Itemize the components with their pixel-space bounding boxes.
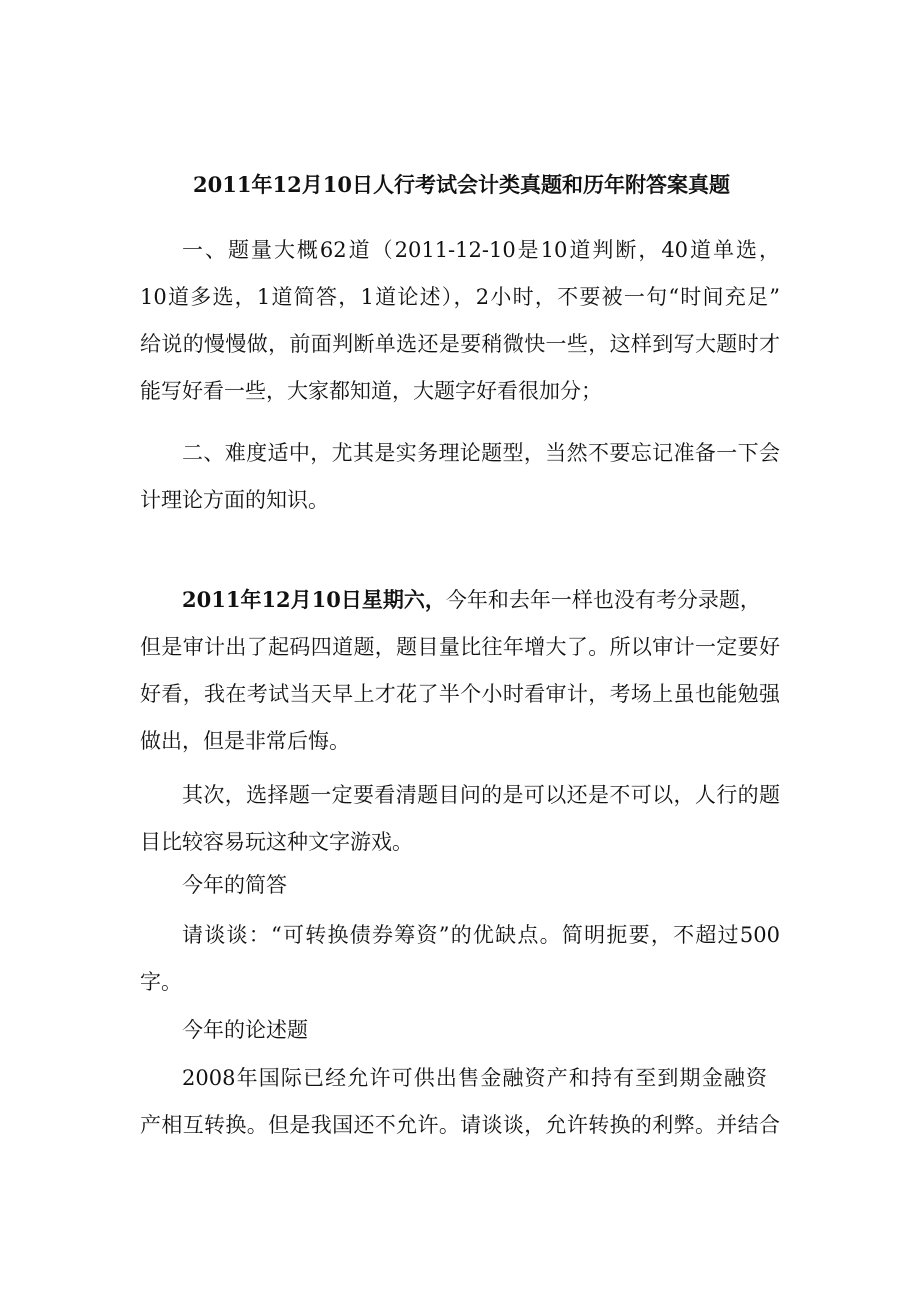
paragraph-line: 一、题量大概62道（2011-12-10是10道判断，40道单选， [182, 238, 780, 262]
short-answer-line: 请谈谈：“可转换债券筹资”的优缺点。简明扼要，不超过500 [182, 923, 780, 947]
essay-line: 2008年国际已经允许可供出售金融资产和持有至到期金融资 [182, 1066, 767, 1090]
paragraph-line: 给说的慢慢做，前面判断单选还是要稍微快一些，这样到写大题时才 [140, 332, 780, 356]
paragraph-line: 10道多选，1道简答，1道论述），2小时，不要被一句“时间充足” [140, 285, 780, 309]
short-answer-heading: 今年的简答 [182, 873, 287, 897]
paragraph-line: 其次，选择题一定要看清题目问的是可以还是不可以，人行的题 [182, 783, 780, 807]
document-title: 2011年12月10日人行考试会计类真题和历年附答案真题 [193, 172, 730, 197]
paragraph-line: 好看，我在考试当天早上才花了半个小时看审计，考场上虽也能勉强 [140, 682, 780, 706]
paragraph-line: 二、难度适中，尤其是实务理论题型，当然不要忘记准备一下会 [182, 441, 780, 465]
essay-heading: 今年的论述题 [182, 1018, 308, 1042]
essay-line: 产相互转换。但是我国还不允许。请谈谈，允许转换的利弊。并结合 [140, 1113, 780, 1137]
paragraph-line: 能写好看一些，大家都知道，大题字好看很加分； [140, 379, 602, 403]
short-answer-line: 字。 [140, 970, 182, 994]
paragraph-line: 但是审计出了起码四道题，题目量比往年增大了。所以审计一定要好 [140, 635, 780, 659]
bold-date-lead: 2011年12月10日星期六， [182, 587, 446, 612]
paragraph-line: 目比较容易玩这种文字游戏。 [140, 830, 413, 854]
paragraph-text: 今年和去年一样也没有考分录题， [445, 588, 761, 612]
paragraph-line [182, 588, 780, 612]
paragraph-line: 计理论方面的知识。 [140, 488, 329, 512]
paragraph-line: 做出，但是非常后悔。 [140, 729, 350, 753]
